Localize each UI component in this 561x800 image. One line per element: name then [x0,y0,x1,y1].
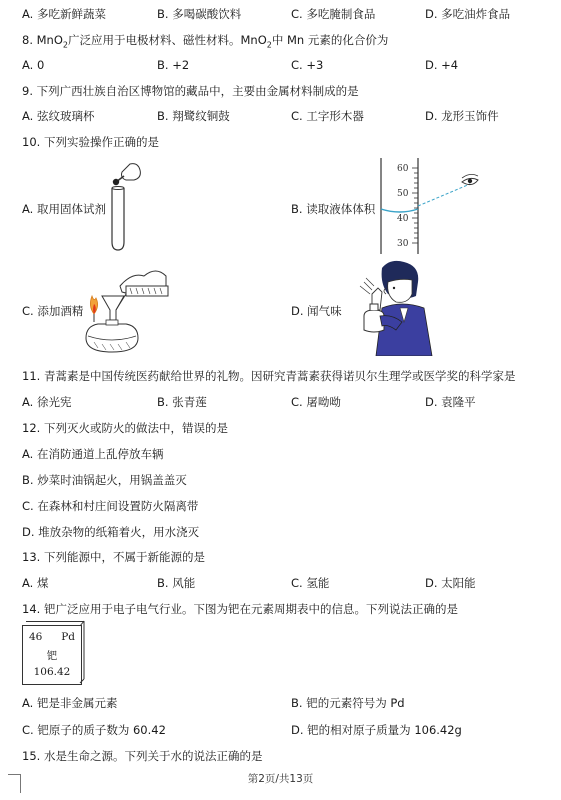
alcohol-lamp-figure [82,258,182,360]
q10-option-c: C. 添加酒精 [22,304,84,318]
q12-option-c: C. 在森林和村庄间设置防火隔离带 [22,499,199,513]
q11-stem: 11. 青蒿素是中国传统医药献给世界的礼物。因研究青蒿素获得诺贝尔生理学或医学奖的科学家是 [22,369,516,383]
q14-option-a: A. 钯是非金属元素 [22,696,118,710]
q9-option-c: C. 工字形木器 [291,109,364,123]
atomic-mass: 106.42 [33,666,71,678]
q15-stem: 15. 水是生命之源。下列关于水的说法正确的是 [22,749,263,763]
q13-option-b: B. 风能 [157,576,196,590]
element-name: 钯 [46,650,58,662]
q7-option-d: D. 多吃油炸食品 [425,7,511,21]
q14-stem: 14. 钯广泛应用于电子电气行业。下图为钯在元素周期表中的信息。下列说法正确的是 [22,602,458,616]
q8-stem: 8. MnO$_2$广泛应用于电极材料、磁性材料。MnO$_2$中 Mn 元素的化合价为 [22,33,389,50]
palladium-element-card [22,625,82,685]
q11-option-d: D. 袁隆平 [425,395,476,409]
q10-option-d: D. 闻气味 [291,304,342,318]
q12-option-b: B. 炒菜时油锅起火，用锅盖盖灭 [22,473,187,487]
q13-option-d: D. 太阳能 [425,576,476,590]
q11-option-b: B. 张青莲 [157,395,207,409]
q7-option-a: A. 多吃新鲜蔬菜 [22,7,106,21]
q13-stem: 13. 下列能源中，不属于新能源的是 [22,550,205,564]
element-symbol: Pd [61,631,75,643]
q8-option-a: A. 0 [22,58,45,72]
q7-option-c: C. 多吃腌制食品 [291,7,376,21]
q11-option-c: C. 屠呦呦 [291,395,341,409]
q8-option-c: C. +3 [291,58,324,72]
q13-option-a: A. 煤 [22,576,49,590]
q8-option-d: D. +4 [425,58,459,72]
q9-option-a: A. 弦纹玻璃杯 [22,109,95,123]
q12-option-d: D. 堆放杂物的纸箱着火，用水浇灭 [22,525,200,539]
q14-option-c: C. 钯原子的质子数为 60.42 [22,723,166,737]
q14-option-b: B. 钯的元素符号为 Pd [291,696,405,710]
smelling-gas-figure [342,258,438,356]
q9-option-b: B. 翔鹭纹铜鼓 [157,109,230,123]
page-footer: 第2页/共13页 [247,773,314,785]
q13-option-c: C. 氢能 [291,576,330,590]
q9-option-d: D. 龙形玉饰件 [425,109,499,123]
q12-option-a: A. 在消防通道上乱停放车辆 [22,447,164,461]
tick-50: 50 [397,189,409,199]
q10-option-a: A. 取用固体试剂 [22,202,106,216]
q8-option-b: B. +2 [157,58,190,72]
q14-option-d: D. 钯的相对原子质量为 106.42g [291,723,462,737]
q7-option-b: B. 多喝碳酸饮料 [157,7,242,21]
tick-40: 40 [397,214,409,224]
q10-option-b: B. 读取液体体积 [291,202,376,216]
q10-stem: 10. 下列实验操作正确的是 [22,135,159,149]
measuring-cylinder-figure [378,158,508,254]
q9-stem: 9. 下列广西壮族自治区博物馆的藏品中，主要由金属材料制成的是 [22,84,359,98]
q12-stem: 12. 下列灭火或防火的做法中，错误的是 [22,421,228,435]
q11-option-a: A. 徐光宪 [22,395,72,409]
test-tube-solid-figure [100,160,150,255]
tick-60: 60 [397,164,409,174]
element-box-side-edge [79,620,85,684]
tick-30: 30 [397,239,409,249]
atomic-number: 46 [29,631,43,643]
